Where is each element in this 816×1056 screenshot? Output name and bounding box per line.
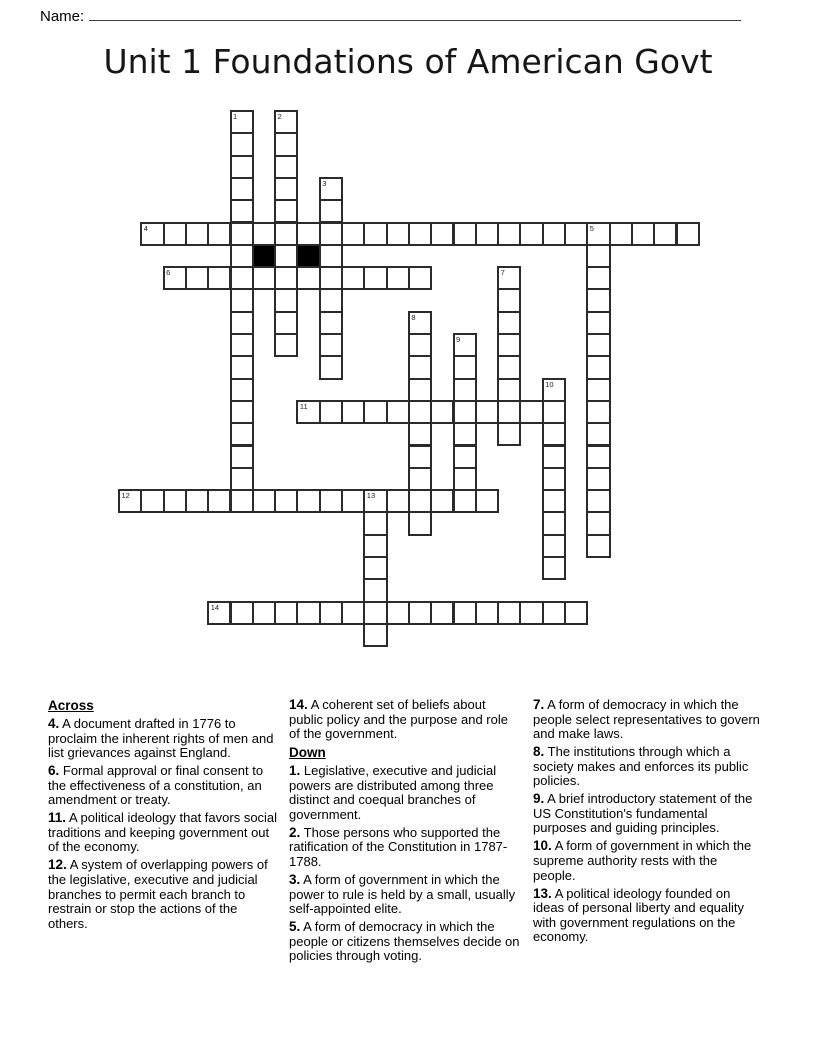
grid-cell[interactable] [542,445,566,469]
grid-cell[interactable] [542,222,566,246]
grid-cell[interactable] [586,333,610,357]
grid-cell[interactable] [408,311,432,335]
grid-cell[interactable] [274,244,298,268]
grid-cell[interactable] [497,333,521,357]
grid-cell[interactable] [274,199,298,223]
name-label: Name: [40,8,85,25]
clue-text: Formal approval or final consent to the effectiveness of a constitution, an amendment or treaty. [48,763,264,808]
grid-cell[interactable] [319,177,343,201]
clue-number: 10. [533,838,552,854]
grid-cell[interactable] [274,266,298,290]
grid-cell[interactable] [274,222,298,246]
grid-cell[interactable] [408,601,432,625]
cell-number: 6 [166,268,171,278]
grid-cell[interactable] [408,222,432,246]
clue-text: Those persons who supported the ratification of the Constitution in 1787-1788. [289,824,508,869]
grid-cell[interactable] [207,222,231,246]
grid-cell[interactable] [497,422,521,446]
grid-cell[interactable] [185,266,209,290]
grid-cell[interactable] [497,311,521,335]
clue-number: 2. [289,824,301,840]
grid-cell[interactable] [363,534,387,558]
grid-cell[interactable] [586,511,610,535]
grid-cell[interactable] [586,288,610,312]
clue-item [533,698,761,742]
grid-cell[interactable] [296,489,320,513]
grid-cell[interactable] [230,355,254,379]
grid-cell[interactable] [252,601,276,625]
grid-cell[interactable] [408,400,432,424]
grid-cell[interactable] [542,422,566,446]
grid-cell[interactable] [319,222,343,246]
grid-cell[interactable] [230,422,254,446]
cell-number: 3 [322,178,327,188]
grid-cell[interactable] [230,378,254,402]
cell-number: 2 [277,112,282,121]
grid-cell[interactable] [319,266,343,290]
grid-cell[interactable] [230,244,254,268]
grid-cell[interactable] [296,222,320,246]
grid-cell[interactable] [319,400,343,424]
grid-cell[interactable] [430,489,454,513]
grid-cell[interactable] [341,400,365,424]
grid-cell[interactable] [453,222,477,246]
grid-cell[interactable] [453,422,477,446]
grid-cell[interactable] [542,511,566,535]
grid-cell[interactable] [542,556,566,580]
grid-cell[interactable] [408,266,432,290]
grid-cell[interactable] [363,578,387,602]
grid-cell[interactable] [586,378,610,402]
page-title: Unit 1 Foundations of American Govt [103,42,713,81]
clue-number: 14. [289,697,308,712]
clue-item [533,887,761,945]
grid-cell[interactable] [319,601,343,625]
grid-cell[interactable] [586,489,610,513]
clue-text: A form of government in which the supreme authority rests with the people. [533,838,752,883]
grid-cell[interactable] [586,311,610,335]
grid-cell[interactable] [475,222,499,246]
grid-cell[interactable] [386,489,410,513]
cell-number: 5 [589,223,594,233]
grid-cell[interactable] [453,467,477,491]
clue-item [289,826,521,870]
grid-cell[interactable] [118,489,142,513]
grid-cell[interactable] [140,222,164,246]
grid-cell[interactable] [230,266,254,290]
grid-cell[interactable] [274,110,298,134]
grid-cell[interactable] [341,266,365,290]
grid-cell[interactable] [586,355,610,379]
cell-number: 7 [500,268,505,278]
grid-cell[interactable] [230,311,254,335]
grid-cell[interactable] [542,601,566,625]
grid-cell[interactable] [542,400,566,424]
grid-cell[interactable] [453,378,477,402]
cell-number: 1 [233,112,238,121]
grid-cell[interactable] [207,489,231,513]
cell-number: 13 [366,491,376,501]
grid-cell[interactable] [542,378,566,402]
clue-number: 9. [533,791,545,807]
grid-cell[interactable] [586,222,610,246]
grid-cell[interactable] [363,623,387,647]
clue-column [289,698,521,967]
clue-list-heading: Across [48,698,94,713]
clue-number: 4. [48,716,60,731]
grid-cell[interactable] [453,489,477,513]
grid-cell[interactable] [341,601,365,625]
grid-cell[interactable] [319,199,343,223]
grid-cell[interactable] [274,489,298,513]
clue-number: 12. [48,857,67,873]
clue-number: 1. [289,763,301,779]
grid-cell[interactable] [252,266,276,290]
cell-number: 8 [411,312,416,322]
grid-cell[interactable] [408,489,432,513]
clue-number: 8. [533,744,545,760]
grid-cell[interactable] [586,244,610,268]
grid-cell[interactable] [230,601,254,625]
grid-cell[interactable] [453,333,477,357]
grid-cell[interactable] [319,288,343,312]
grid-cell[interactable] [230,177,254,201]
grid-cell[interactable] [386,400,410,424]
cell-number: 12 [121,491,130,501]
clue-text: A form of democracy in which the people select representatives to govern and make laws. [533,697,760,742]
grid-cell[interactable] [542,534,566,558]
clue-text: A political ideology that favors social traditions and keeping government out of the economy. [48,810,278,855]
grid-cell[interactable] [519,222,543,246]
grid-cell[interactable] [475,400,499,424]
grid-cell[interactable] [230,288,254,312]
grid-cell[interactable] [475,489,499,513]
grid-cell[interactable] [408,445,432,469]
grid-cell[interactable] [319,333,343,357]
grid-cell[interactable] [497,400,521,424]
clue-item [48,717,280,761]
grid-cell[interactable] [497,355,521,379]
grid-cell[interactable] [363,601,387,625]
grid-cell[interactable] [453,355,477,379]
clue-number: 11. [48,810,67,826]
grid-cell[interactable] [230,199,254,223]
name-underline[interactable] [89,3,741,21]
grid-cell[interactable] [430,222,454,246]
grid-cell[interactable] [497,601,521,625]
grid-cell[interactable] [319,311,343,335]
grid-cell[interactable] [252,489,276,513]
grid-cell[interactable] [185,489,209,513]
grid-cell[interactable] [497,378,521,402]
grid-cell[interactable] [408,378,432,402]
grid-cell[interactable] [363,489,387,513]
grid-cell[interactable] [453,445,477,469]
clue-item [48,858,280,931]
clue-text: A coherent set of beliefs about public policy and the purpose and role of the government. [289,697,508,742]
grid-cell[interactable] [319,355,343,379]
cell-number: 14 [210,602,220,612]
clue-item [289,920,521,964]
grid-cell[interactable] [363,511,387,535]
grid-cell[interactable] [586,467,610,491]
grid-cell[interactable] [296,400,320,424]
grid-cell[interactable] [542,489,566,513]
grid-cell[interactable] [653,222,677,246]
grid-cell[interactable] [497,222,521,246]
grid-cell[interactable] [363,556,387,580]
clue-text: A political ideology founded on ideas of personal liberty and equality with government regulations on the economy. [533,885,745,945]
grid-cell[interactable] [497,288,521,312]
grid-cell[interactable] [274,155,298,179]
grid-cell[interactable] [341,222,365,246]
grid-cell[interactable] [363,400,387,424]
clue-item [289,698,521,742]
name-header [40,3,741,25]
grid-cell[interactable] [609,222,633,246]
grid-cell[interactable] [230,132,254,156]
clue-column [533,698,761,948]
grid-cell[interactable] [430,601,454,625]
grid-cell[interactable] [230,222,254,246]
grid-cell-black [252,244,276,268]
clue-number: 6. [48,763,60,779]
grid-cell[interactable] [676,222,700,246]
grid-cell[interactable] [274,132,298,156]
clue-text: The institutions through which a society makes and enforces its public policies. [533,744,749,789]
clue-text: A form of government in which the power to rule is held by a small, usually self-appointed elite. [289,871,516,917]
clue-item [289,764,521,822]
grid-cell[interactable] [564,222,588,246]
grid-cell[interactable] [207,601,231,625]
clue-item [533,839,761,883]
grid-cell[interactable] [230,489,254,513]
grid-cell[interactable] [230,445,254,469]
grid-cell[interactable] [542,467,566,491]
grid-cell[interactable] [341,489,365,513]
clue-number: 5. [289,919,301,935]
grid-cell[interactable] [163,222,187,246]
grid-cell[interactable] [408,422,432,446]
grid-cell[interactable] [363,222,387,246]
grid-cell[interactable] [453,601,477,625]
clue-text: Legislative, executive and judicial powers are distributed among three distinct and coequal branches of government. [289,763,497,822]
grid-cell[interactable] [185,222,209,246]
grid-cell[interactable] [274,601,298,625]
clue-item [48,764,280,808]
cell-number: 9 [456,335,461,344]
grid-cell[interactable] [274,333,298,357]
grid-cell[interactable] [319,244,343,268]
grid-cell[interactable] [296,601,320,625]
grid-cell[interactable] [163,266,187,290]
grid-cell[interactable] [296,266,320,290]
grid-cell[interactable] [230,110,254,134]
clue-item [289,873,521,917]
grid-cell[interactable] [386,601,410,625]
cell-number: 4 [143,223,148,233]
clue-column [48,698,280,935]
cell-number: 10 [545,379,554,389]
clue-item [533,792,761,836]
grid-cell[interactable] [252,222,276,246]
grid-cell[interactable] [497,266,521,290]
clue-number: 3. [289,871,301,887]
clue-number: 13. [533,885,552,901]
grid-cell[interactable] [274,311,298,335]
clue-text: A document drafted in 1776 to proclaim the inherent rights of men and list grievances against England. [48,716,274,761]
grid-cell[interactable] [408,333,432,357]
grid-cell[interactable] [586,534,610,558]
clue-number: 7. [533,697,545,712]
grid-cell[interactable] [140,489,164,513]
grid-cell[interactable] [519,601,543,625]
grid-cell[interactable] [207,266,231,290]
grid-cell[interactable] [386,266,410,290]
grid-cell[interactable] [430,400,454,424]
grid-cell-black [296,244,320,268]
grid-cell[interactable] [408,467,432,491]
clue-item [48,811,280,855]
grid-cell[interactable] [230,467,254,491]
grid-cell[interactable] [586,422,610,446]
grid-cell[interactable] [274,288,298,312]
grid-cell[interactable] [586,400,610,424]
grid-cell[interactable] [519,400,543,424]
grid-cell[interactable] [230,400,254,424]
grid-cell[interactable] [586,266,610,290]
grid-cell[interactable] [163,489,187,513]
clue-item [533,745,761,789]
grid-cell[interactable] [631,222,655,246]
grid-cell[interactable] [274,177,298,201]
grid-cell[interactable] [230,155,254,179]
grid-cell[interactable] [408,355,432,379]
cell-number: 11 [299,401,308,411]
clue-text: A form of democracy in which the people or citizens themselves decide on policies through voting. [289,919,520,964]
grid-cell[interactable] [408,511,432,535]
grid-cell[interactable] [363,266,387,290]
clue-text: A system of overlapping powers of the legislative, executive and judicial branches to permit each branch to restrain or stop the actions of the others. [48,857,268,931]
grid-cell[interactable] [386,222,410,246]
grid-cell[interactable] [453,400,477,424]
clue-text: A brief introductory statement of the US Constitution's fundamental purposes and guiding principles. [533,791,753,836]
grid-cell[interactable] [564,601,588,625]
grid-cell[interactable] [230,333,254,357]
grid-cell[interactable] [475,601,499,625]
clue-list-heading: Down [289,745,326,761]
grid-cell[interactable] [586,445,610,469]
clues-section [48,698,761,967]
grid-cell[interactable] [319,489,343,513]
